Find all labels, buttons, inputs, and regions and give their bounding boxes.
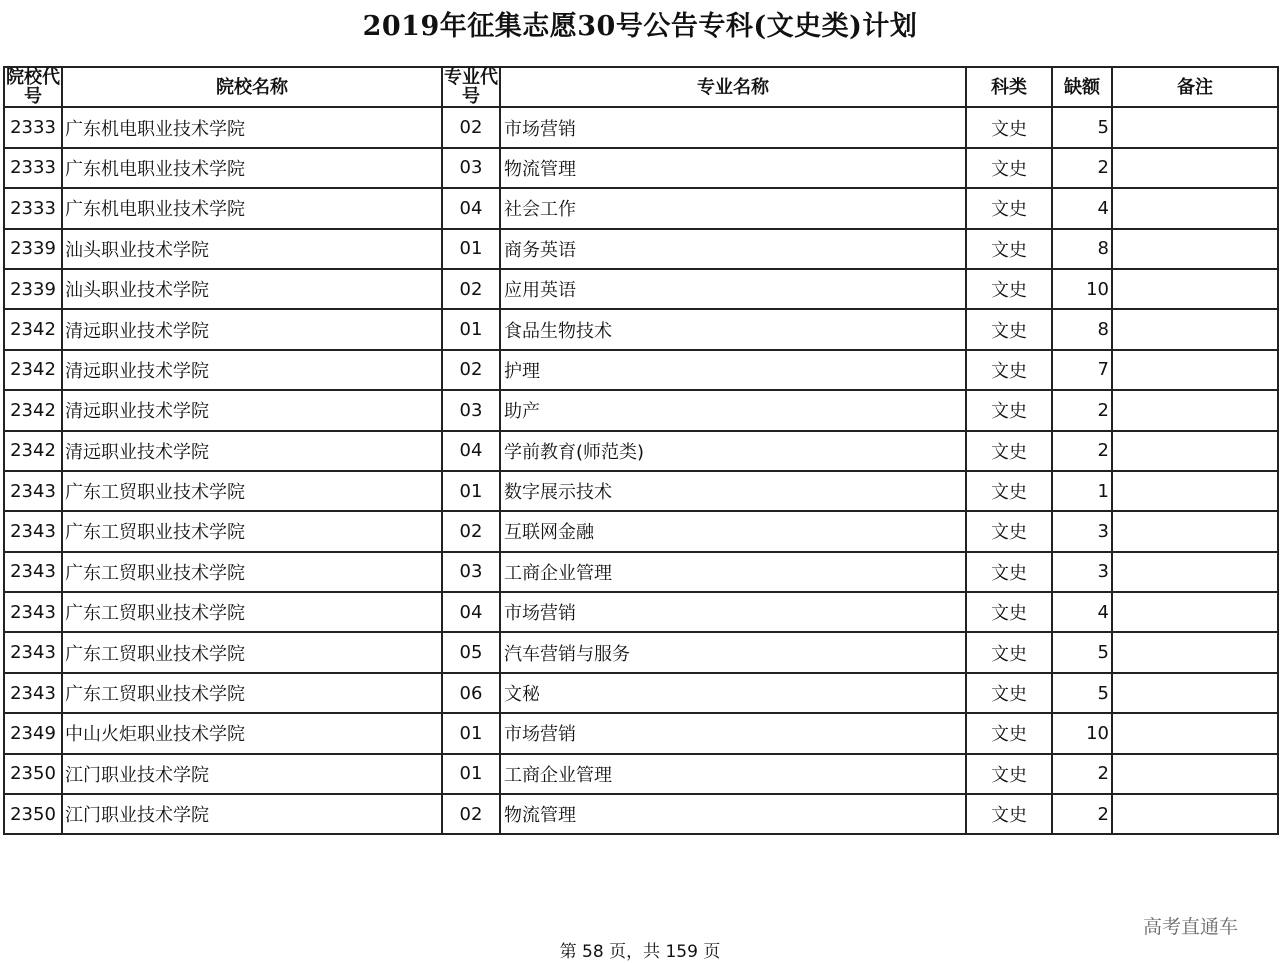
quota-cell: 5 — [1052, 673, 1112, 713]
remarks-cell — [1112, 754, 1278, 794]
school-code-cell: 2339 — [4, 229, 62, 269]
remarks-cell — [1112, 229, 1278, 269]
school-code-cell: 2343 — [4, 592, 62, 632]
school-name-cell: 广东机电职业技术学院 — [62, 148, 442, 188]
category-cell: 文史 — [966, 431, 1052, 471]
major-code-cell: 01 — [442, 713, 500, 753]
quota-cell: 10 — [1052, 713, 1112, 753]
table-row — [4, 431, 1278, 471]
table-row — [4, 188, 1278, 228]
quota-cell: 8 — [1052, 309, 1112, 349]
major-name-cell: 工商企业管理 — [500, 754, 966, 794]
table-row — [4, 754, 1278, 794]
school-name-cell: 清远职业技术学院 — [62, 350, 442, 390]
header-major-code: 专业代号 — [444, 67, 498, 108]
school-name-cell: 清远职业技术学院 — [62, 431, 442, 471]
quota-cell: 2 — [1052, 390, 1112, 430]
major-code-cell: 04 — [442, 431, 500, 471]
school-name-cell: 广东工贸职业技术学院 — [62, 673, 442, 713]
major-code-cell: 04 — [442, 188, 500, 228]
major-name-cell: 物流管理 — [500, 794, 966, 834]
remarks-cell — [1112, 148, 1278, 188]
category-cell: 文史 — [966, 229, 1052, 269]
school-code-cell: 2349 — [4, 713, 62, 753]
page-footer: 第 58 页，共 159 页 — [559, 942, 721, 962]
category-cell: 文史 — [966, 107, 1052, 147]
remarks-cell — [1112, 269, 1278, 309]
quota-cell: 2 — [1052, 431, 1112, 471]
header-category: 科类 — [966, 67, 1052, 107]
school-name-cell: 广东工贸职业技术学院 — [62, 552, 442, 592]
remarks-cell — [1112, 713, 1278, 753]
major-name-cell: 市场营销 — [500, 592, 966, 632]
table-row — [4, 592, 1278, 632]
school-name-cell: 江门职业技术学院 — [62, 794, 442, 834]
quota-cell: 3 — [1052, 552, 1112, 592]
major-name-cell: 护理 — [500, 350, 966, 390]
category-cell: 文史 — [966, 673, 1052, 713]
school-code-cell: 2343 — [4, 673, 62, 713]
school-name-cell: 汕头职业技术学院 — [62, 269, 442, 309]
category-cell: 文史 — [966, 269, 1052, 309]
school-code-cell: 2342 — [4, 350, 62, 390]
school-code-cell: 2342 — [4, 390, 62, 430]
school-code-cell: 2343 — [4, 471, 62, 511]
major-code-cell: 01 — [442, 754, 500, 794]
quota-cell: 2 — [1052, 148, 1112, 188]
school-name-cell: 广东机电职业技术学院 — [62, 107, 442, 147]
quota-cell: 2 — [1052, 794, 1112, 834]
major-name-cell: 市场营销 — [500, 713, 966, 753]
remarks-cell — [1112, 188, 1278, 228]
school-name-cell: 中山火炬职业技术学院 — [62, 713, 442, 753]
school-code-cell: 2339 — [4, 269, 62, 309]
school-name-cell: 广东工贸职业技术学院 — [62, 632, 442, 672]
table-row — [4, 390, 1278, 430]
header-major-name: 专业名称 — [500, 67, 966, 107]
major-code-cell: 02 — [442, 269, 500, 309]
school-code-cell: 2350 — [4, 794, 62, 834]
table-row — [4, 107, 1278, 147]
school-code-cell: 2333 — [4, 188, 62, 228]
school-code-cell: 2350 — [4, 754, 62, 794]
category-cell: 文史 — [966, 713, 1052, 753]
table-row — [4, 269, 1278, 309]
header-quota: 缺额 — [1052, 67, 1112, 107]
plan-table — [3, 66, 1279, 835]
category-cell: 文史 — [966, 188, 1052, 228]
remarks-cell — [1112, 431, 1278, 471]
remarks-cell — [1112, 552, 1278, 592]
quota-cell: 5 — [1052, 632, 1112, 672]
quota-cell: 10 — [1052, 269, 1112, 309]
major-name-cell: 食品生物技术 — [500, 309, 966, 349]
quota-cell: 7 — [1052, 350, 1112, 390]
quota-cell: 4 — [1052, 188, 1112, 228]
category-cell: 文史 — [966, 592, 1052, 632]
major-code-cell: 03 — [442, 148, 500, 188]
school-name-cell: 广东机电职业技术学院 — [62, 188, 442, 228]
school-name-cell: 清远职业技术学院 — [62, 309, 442, 349]
category-cell: 文史 — [966, 390, 1052, 430]
header-row — [4, 67, 1278, 107]
category-cell: 文史 — [966, 471, 1052, 511]
major-code-cell: 02 — [442, 794, 500, 834]
major-name-cell: 物流管理 — [500, 148, 966, 188]
category-cell: 文史 — [966, 148, 1052, 188]
table-row — [4, 632, 1278, 672]
major-name-cell: 学前教育(师范类) — [500, 431, 966, 471]
major-name-cell: 商务英语 — [500, 229, 966, 269]
major-code-cell: 05 — [442, 632, 500, 672]
school-name-cell: 广东工贸职业技术学院 — [62, 592, 442, 632]
table-row — [4, 350, 1278, 390]
table-row — [4, 229, 1278, 269]
header-school-code: 院校代号 — [6, 67, 60, 108]
school-name-cell: 广东工贸职业技术学院 — [62, 511, 442, 551]
school-name-cell: 清远职业技术学院 — [62, 390, 442, 430]
major-code-cell: 04 — [442, 592, 500, 632]
major-code-cell: 03 — [442, 390, 500, 430]
quota-cell: 5 — [1052, 107, 1112, 147]
major-code-cell: 02 — [442, 107, 500, 147]
major-name-cell: 汽车营销与服务 — [500, 632, 966, 672]
school-code-cell: 2342 — [4, 431, 62, 471]
school-name-cell: 江门职业技术学院 — [62, 754, 442, 794]
major-code-cell: 01 — [442, 229, 500, 269]
category-cell: 文史 — [966, 350, 1052, 390]
remarks-cell — [1112, 350, 1278, 390]
table-row — [4, 713, 1278, 753]
major-name-cell: 工商企业管理 — [500, 552, 966, 592]
remarks-cell — [1112, 632, 1278, 672]
category-cell: 文史 — [966, 309, 1052, 349]
quota-cell: 2 — [1052, 754, 1112, 794]
table-row — [4, 309, 1278, 349]
remarks-cell — [1112, 511, 1278, 551]
school-code-cell: 2343 — [4, 552, 62, 592]
quota-cell: 8 — [1052, 229, 1112, 269]
table-row — [4, 148, 1278, 188]
school-code-cell: 2342 — [4, 309, 62, 349]
major-name-cell: 互联网金融 — [500, 511, 966, 551]
major-name-cell: 社会工作 — [500, 188, 966, 228]
category-cell: 文史 — [966, 794, 1052, 834]
major-code-cell: 02 — [442, 350, 500, 390]
major-code-cell: 01 — [442, 309, 500, 349]
table-row — [4, 552, 1278, 592]
school-code-cell: 2343 — [4, 632, 62, 672]
school-code-cell: 2333 — [4, 107, 62, 147]
major-code-cell: 06 — [442, 673, 500, 713]
remarks-cell — [1112, 107, 1278, 147]
major-code-cell: 03 — [442, 552, 500, 592]
category-cell: 文史 — [966, 552, 1052, 592]
table-row — [4, 511, 1278, 551]
quota-cell: 1 — [1052, 471, 1112, 511]
school-code-cell: 2343 — [4, 511, 62, 551]
school-name-cell: 汕头职业技术学院 — [62, 229, 442, 269]
major-name-cell: 助产 — [500, 390, 966, 430]
category-cell: 文史 — [966, 632, 1052, 672]
remarks-cell — [1112, 673, 1278, 713]
remarks-cell — [1112, 309, 1278, 349]
major-code-cell: 02 — [442, 511, 500, 551]
major-name-cell: 文秘 — [500, 673, 966, 713]
remarks-cell — [1112, 390, 1278, 430]
category-cell: 文史 — [966, 754, 1052, 794]
quota-cell: 4 — [1052, 592, 1112, 632]
table-row — [4, 471, 1278, 511]
school-code-cell: 2333 — [4, 148, 62, 188]
header-remarks: 备注 — [1112, 67, 1278, 107]
table-row — [4, 794, 1278, 834]
school-name-cell: 广东工贸职业技术学院 — [62, 471, 442, 511]
major-code-cell: 01 — [442, 471, 500, 511]
remarks-cell — [1112, 471, 1278, 511]
remarks-cell — [1112, 794, 1278, 834]
major-name-cell: 数字展示技术 — [500, 471, 966, 511]
quota-cell: 3 — [1052, 511, 1112, 551]
major-name-cell: 市场营销 — [500, 107, 966, 147]
watermark-text: 高考直通车 — [1143, 916, 1239, 938]
table-row — [4, 673, 1278, 713]
page-title: 2019年征集志愿30号公告专科(文史类)计划 — [362, 11, 918, 42]
remarks-cell — [1112, 592, 1278, 632]
header-school-name: 院校名称 — [62, 67, 442, 107]
major-name-cell: 应用英语 — [500, 269, 966, 309]
category-cell: 文史 — [966, 511, 1052, 551]
